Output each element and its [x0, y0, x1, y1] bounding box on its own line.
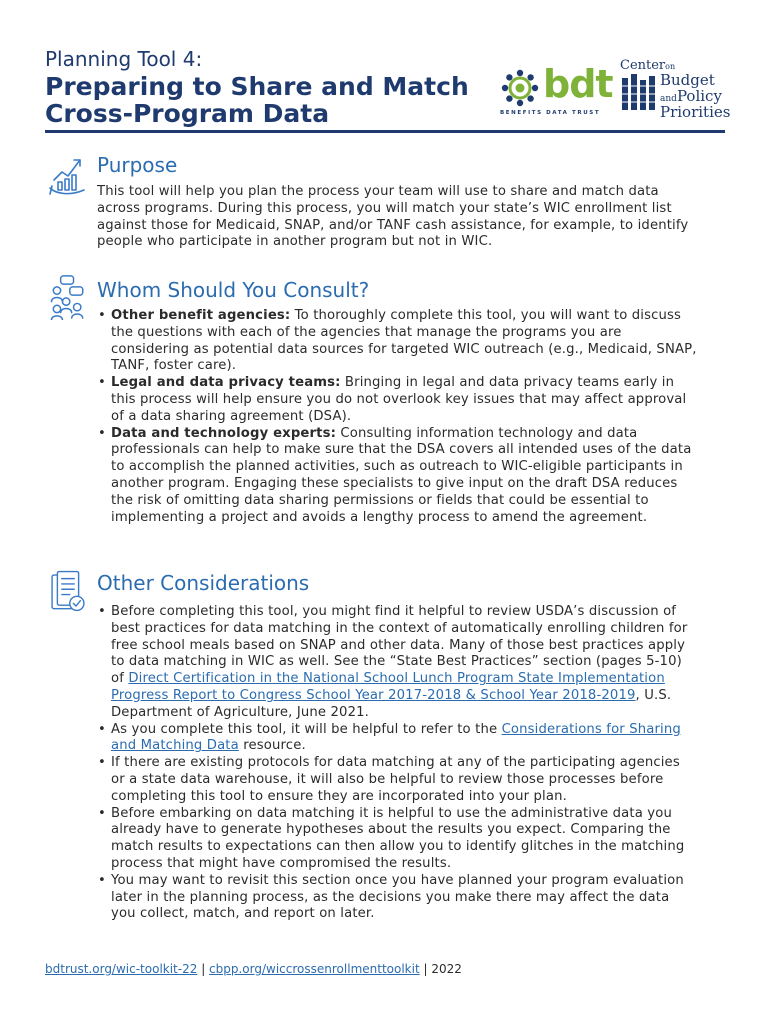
cbpp-logo-center-word: Center	[620, 58, 666, 73]
other-item-existing-protocols: • If there are existing protocols for data matching at any of the participating agencies or a state data warehouse, it will also be helpful to review those processes before completing this tool to ensure they are incorporated into your plan.	[97, 755, 697, 805]
chart-growth-hand-icon	[48, 150, 88, 196]
consult-item-data-tech	[97, 426, 697, 527]
page-title-line-1: Preparing to Share and Match	[45, 72, 469, 101]
consult-item-text: To thoroughly complete this tool, you will want to discuss the questions with each of the agencies that manage the programs you are considering as potential data sources for targeted WIC outreach (e.g., Medicaid, SNAP, TANF, foster care).	[111, 308, 697, 374]
cbpp-toolkit-link[interactable]: cbpp.org/wiccrossenrollmenttoolkit	[209, 962, 420, 976]
other-item-text: As you complete this tool, it will be helpful to refer to the	[111, 721, 502, 737]
footer-separator: |	[197, 962, 210, 976]
page-footer	[45, 962, 462, 976]
bdt-logo-subtitle: BENEFITS DATA TRUST	[500, 110, 601, 116]
consult-item-benefit-agencies	[97, 308, 697, 375]
consult-list	[97, 308, 697, 526]
cbpp-building-icon	[622, 74, 656, 110]
other-item-revisit: • You may want to revisit this section once you have planned your program evaluation later in the planning process, as the decisions you make there may affect the data you collect, match, and report on later.	[97, 873, 697, 923]
purpose-paragraph: This tool will help you plan the process your team will use to share and match data across programs. During this process, you will match your state’s WIC enrollment list against those for Medicaid, SNAP, and/or TANF cash assistance, for example, to identify people who participate in another program but not in WIC.	[97, 184, 689, 250]
cbpp-logo-and: and	[660, 94, 677, 104]
other-item-tail: , U.S. Department of Agriculture, June 2021.	[111, 687, 672, 720]
page-title-line-2: Cross-Program Data	[45, 99, 330, 128]
checklist-document-icon	[48, 568, 88, 614]
cbpp-logo-budget: Budget	[660, 71, 715, 89]
other-item-text: Before completing this tool, you might find it helpful to review USDA’s discussion of best practices for data matching in the context of automatically enrolling children for free school meals based on SNAP and other data. Many of those best practices apply to data matching in WIC as well. See the “State Best Practices” section (pages 5-10) of	[111, 604, 688, 687]
other-item-tail: resource.	[238, 738, 306, 754]
consult-item-text: Bringing in legal and data privacy teams early in this process will help ensure you do not overlook key issues that may affect approval of a data sharing agreement (DSA).	[111, 375, 687, 424]
consult-item-lead: Other benefit agencies:	[111, 308, 291, 323]
other-considerations-heading: Other Considerations	[97, 571, 310, 595]
other-item-considerations-resource	[97, 722, 697, 756]
bdt-logo	[500, 62, 613, 118]
tool-kicker: Planning Tool 4:	[45, 47, 203, 71]
considerations-sharing-matching-link[interactable]: Considerations for Sharing and Matching Data	[111, 721, 681, 754]
bdt-logo-text: bdt	[543, 62, 613, 106]
cbpp-logo-on: on	[665, 62, 676, 71]
footer-separator: |	[419, 962, 432, 976]
consult-item-lead: Data and technology experts:	[111, 425, 337, 441]
consult-body	[97, 308, 697, 526]
consult-item-text: Consulting information technology and data professionals can help to make sure that the DSA covers all intended uses of the data to accomplish the planned activities, such as outreach to WIC-eligible participants in another program. Engaging these specialists to give input on the draft DSA reduces the risk of omitting data sharing permissions or fields that could be essential to implementing a project and avoids a lengthy process to amend the agreement.	[111, 425, 692, 525]
direct-certification-report-link[interactable]: Direct Certification in the National School Lunch Program State Implementation Progress Report to Congress School Year 2017-2018 & School Year 2018-2019	[111, 671, 665, 703]
header-divider	[45, 130, 725, 133]
purpose-heading: Purpose	[97, 153, 178, 177]
bdt-logo-mark-icon	[500, 68, 540, 108]
cbpp-logo-policy: Policy	[676, 87, 722, 105]
purpose-body	[97, 184, 697, 251]
other-item-hypotheses: • Before embarking on data matching it is helpful to use the administrative data you already have to generate hypotheses about the results you expect. Comparing the match results to expectations can then allow you to identify glitches in the matching process that might have compromised the results.	[97, 806, 697, 873]
other-considerations-list	[97, 604, 697, 923]
footer-year: 2022	[431, 962, 462, 976]
consult-item-legal-privacy	[97, 375, 697, 425]
consult-item-lead: Legal and data privacy teams:	[111, 375, 341, 391]
cbpp-logo	[620, 60, 730, 122]
consult-heading: Whom Should You Consult?	[97, 278, 370, 302]
cbpp-logo-priorities: Priorities	[660, 103, 731, 121]
bdtrust-toolkit-link[interactable]: bdtrust.org/wic-toolkit-22	[45, 962, 198, 976]
other-considerations-body	[97, 604, 697, 923]
people-chat-icon	[48, 274, 88, 320]
other-item-usda-best-practices	[97, 604, 697, 722]
